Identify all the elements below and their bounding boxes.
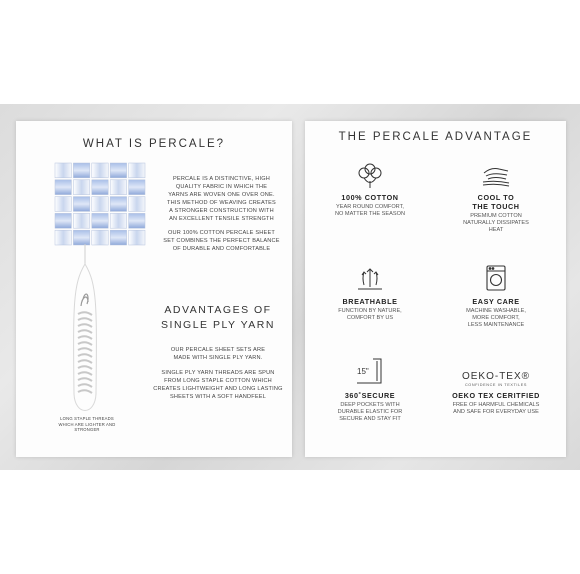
weave-cell [92, 180, 108, 195]
weave-cell [110, 163, 126, 178]
right-panel-title: THE PERCALE ADVANTAGE [338, 131, 533, 143]
weave-cell [73, 180, 89, 195]
yarn-coil [78, 348, 92, 351]
single-ply-subtitle: ADVANTAGES OF SINGLE PLY YARN [161, 304, 275, 331]
yarn-coil [78, 354, 92, 357]
weave-cell [129, 213, 145, 228]
yarn-coil [78, 384, 92, 387]
single-ply-text-2: SINGLE PLY YARN THREADS ARE SPUN FROM LONG STAPLE COTTON WHICH CREATES LIGHTWEIGHT AND LONG LASTING SHEETS WITH A SOFT HANDFEEL [153, 370, 283, 400]
feature-title: OEKO TEX CERITFIED [452, 391, 540, 400]
weave-cell [129, 230, 145, 245]
washing-machine-icon [481, 263, 511, 293]
oeko-tex-logo: OEKO-TEX® CONFIDENCE IN TEXTILES [461, 371, 531, 387]
yarn-coil [78, 336, 92, 339]
feature-100-cotton: 100% COTTON YEAR ROUND COMFORT, NO MATTER THE SEASON [311, 161, 429, 218]
left-panel-title: WHAT IS PERCALE? [82, 138, 226, 150]
feature-title: BREATHABLE [342, 297, 398, 306]
weave-cell [92, 197, 108, 212]
weave-cell [110, 180, 126, 195]
weave-cell [129, 180, 145, 195]
percale-balance-text: OUR 100% COTTON PERCALE SHEET SET COMBINES THE PERFECT BALANCE OF DURABLE AND COMFORTABLE [163, 230, 280, 252]
weave-cell [110, 197, 126, 212]
yarn-coil [78, 342, 92, 345]
yarn-coil [78, 360, 92, 363]
yarn-coil [78, 318, 92, 321]
weave-cell [129, 163, 145, 178]
feature-oeko-tex: OEKO-TEX® CONFIDENCE IN TEXTILES OEKO TEX CERITFIED FREE OF HARMFUL CHEMICALS AND SAFE FOR EVERYDAY USE [437, 359, 555, 416]
weave-cell [55, 197, 71, 212]
yarn-coil [78, 366, 92, 369]
feature-title: 360˚SECURE [344, 391, 396, 400]
weave-cell [92, 230, 108, 245]
weave-cell [73, 213, 89, 228]
percale-advantage-panel [305, 121, 566, 457]
weave-cell [110, 230, 126, 245]
weave-cell [73, 230, 89, 245]
single-ply-text-1: OUR PERCALE SHEET SETS ARE MADE WITH SINGLE PLY YARN. [170, 347, 266, 361]
what-is-percale-panel [16, 121, 292, 457]
weave-cell [55, 230, 71, 245]
feature-easy-care: EASY CARE MACHINE WASHABLE, MORE COMFORT, LESS MAINTENANCE [437, 265, 555, 329]
yarn-coil [78, 390, 92, 393]
feature-title: EASY CARE [472, 297, 520, 306]
yarn-coil [78, 324, 92, 327]
yarn-coil [78, 312, 92, 315]
yarn-coil [78, 378, 92, 381]
weave-cell [129, 197, 145, 212]
yarn-caption: LONG STAPLE THREADS WHICH ARE LIGHTER AND STRONGER [58, 416, 116, 432]
feature-cool-to-touch: COOL TO THE TOUCH PREMIUM COTTON NATURALLY DISSIPATES HEAT [437, 161, 555, 234]
deep-pocket-icon [353, 357, 387, 387]
svg-text:15": 15" [357, 367, 369, 376]
weave-cell [92, 213, 108, 228]
percale-intro-text: PERCALE IS A DISTINCTIVE, HIGH QUALITY FABRIC IN WHICH THE YARNS ARE WOVEN ONE OVER ONE. THIS METHOD OF WEAVING CREATES A STRONGER CONSTRUCTION WITH AN EXCELLENT TENSILE STRENGTH [167, 176, 276, 222]
weave-cell [110, 213, 126, 228]
weave-cell [55, 180, 71, 195]
weave-cell [73, 197, 89, 212]
cotton-boll-icon [355, 159, 385, 189]
weave-cell [73, 163, 89, 178]
weave-cell [92, 163, 108, 178]
feature-360-secure: 15" 360˚SECURE DEEP POCKETS WITH DURABLE ELASTIC FOR SECURE AND STAY FIT [311, 359, 429, 423]
weave-cell [55, 213, 71, 228]
breathable-icon [355, 263, 385, 293]
hand-fabric-icon [481, 159, 511, 189]
weave-cell [55, 163, 71, 178]
feature-breathable: BREATHABLE FUNCTION BY NATURE, COMFORT BY US [311, 265, 429, 322]
yarn-thread-illustration [68, 244, 102, 419]
weave-pattern-illustration [54, 162, 146, 246]
yarn-coil [78, 372, 92, 375]
yarn-coil [78, 330, 92, 333]
feature-title: COOL TO THE TOUCH [472, 193, 520, 211]
feature-title: 100% COTTON [341, 193, 399, 202]
